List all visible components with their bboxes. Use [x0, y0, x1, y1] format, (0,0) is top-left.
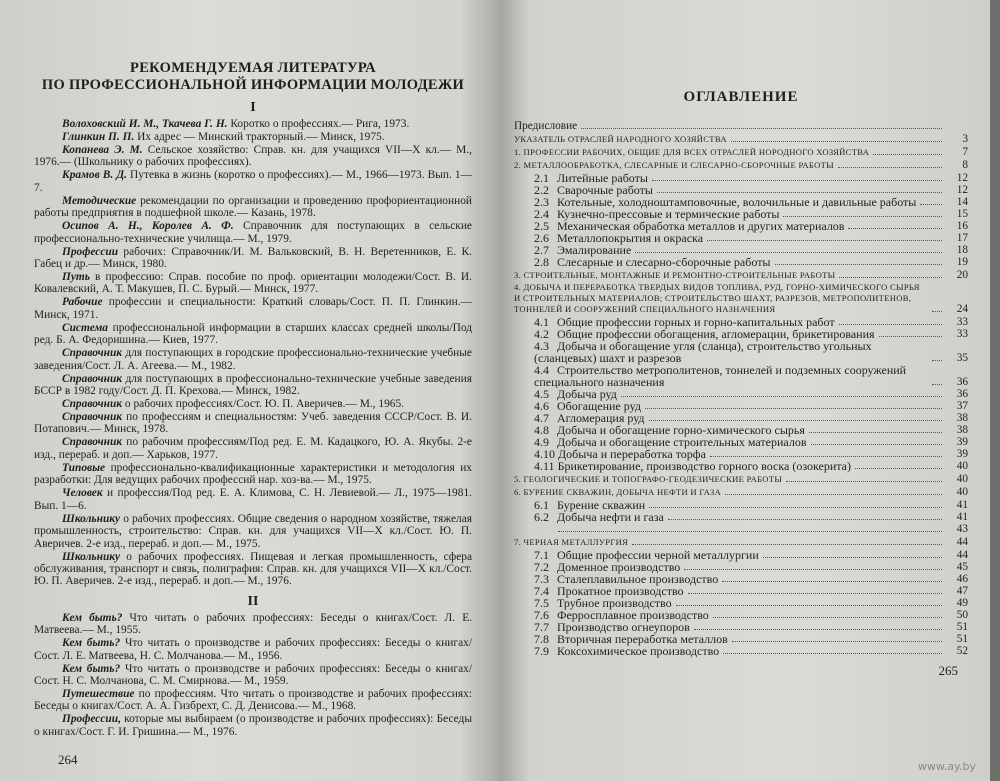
- toc-entry-page: 35: [956, 352, 968, 364]
- bibliography-entry: [34, 462, 472, 487]
- toc-entry-number: 4.4: [534, 363, 549, 377]
- toc-entry: [514, 340, 968, 364]
- toc-entry-page: 33: [956, 316, 968, 328]
- toc-entry-number: 1.: [514, 147, 522, 157]
- toc-entry-page: 50: [956, 609, 968, 621]
- toc-entry-text: Эмалирование: [557, 243, 632, 257]
- toc-entry: [514, 460, 968, 472]
- bibliography-entry: [34, 373, 472, 398]
- toc-entry: [514, 133, 968, 145]
- dot-leader: [725, 493, 942, 495]
- dot-leader: [873, 153, 942, 155]
- dot-leader: [879, 335, 942, 337]
- bibliography-entry: [34, 271, 472, 296]
- dot-leader: [649, 506, 942, 508]
- entry-text: Путевка в жизнь (коротко о профессиях).— М., 1966—1973. Вып. 1—7.: [34, 169, 472, 194]
- entry-lead: Профессии: [62, 245, 119, 258]
- entry-lead: Справочник: [62, 347, 123, 360]
- toc-entry-page: 38: [956, 412, 968, 424]
- entry-text: профессионально-квалификационные характеристики и методология их разработки: Для ведущих рабочих профессий нар. хоз-ва.— М., 1975.: [34, 461, 472, 487]
- entry-text: по профессиям и специальностям: Учеб. заведения СССР/Сост. В. И. Потапович.— Минск, 1978.: [34, 411, 472, 436]
- entry-text: Их адрес — Минский тракторный.— Минск, 1975.: [134, 131, 385, 143]
- entry-lead: Копанева Э. М.: [62, 144, 143, 156]
- toc-entry-text: Брикетирование, производство горного воска (озокерита): [557, 459, 851, 473]
- dot-leader: [722, 580, 942, 582]
- dot-leader: [645, 407, 942, 409]
- entry-text: и профессия/Под ред. Е. А. Климова, С. Н. Левиевой.— Л., 1975—1981. Вып. 1—6.: [34, 487, 472, 512]
- toc-entry-page: 18: [956, 244, 968, 256]
- toc-entry-label: [514, 474, 782, 485]
- watermark: www.ay.by: [917, 760, 976, 773]
- entry-lead: Путешествие: [62, 687, 135, 700]
- toc-entry: [514, 282, 968, 315]
- toc-entry-page: 46: [956, 573, 968, 585]
- bibliography-entry: [34, 296, 472, 321]
- entry-text: по профессиям. Что читать о производстве и рабочих профессиях: Беседы о книгах/Сост. А. А. Гизбрехт, С. Д. Денисова.— М., 1968.: [34, 687, 472, 713]
- toc-entry-label: [514, 364, 928, 388]
- toc-entry-page: 17: [956, 232, 968, 244]
- toc-entry-text: Общие профессии горных и горно-капитальных работ: [557, 315, 835, 329]
- bibliography-entry: [34, 513, 472, 550]
- dot-leader: [657, 191, 942, 193]
- toc-entry-number: 2.7: [534, 243, 549, 257]
- entry-text: Что читать о производстве и рабочих профессиях: Беседы о книгах/Сост. Л. Е. Матвеева, Н. С. Молчанова.— М., 1956.: [34, 637, 472, 662]
- entry-lead: Методические: [62, 194, 137, 207]
- toc-entry-page: 36: [956, 388, 968, 400]
- toc-entry: [514, 146, 968, 158]
- entry-lead: Система: [62, 321, 108, 334]
- dot-leader: [684, 568, 942, 570]
- entry-text: для поступающих в профессионально-технические учебные заведения БССР в 1982 году/Сост. Д. П. Крехова.— Минск, 1982.: [34, 372, 472, 398]
- entry-text: о рабочих профессиях. Пищевая и легкая промышленность, сфера обслуживания, транспорт и связь, полиграфия: Справ. кн. для учащихся VII—X кл./Сост. Ю. П. Аверичев. 2-е изд., перераб. и доп.— М., 1976.: [34, 550, 472, 588]
- page-number: 265: [938, 663, 958, 678]
- toc-entry: [514, 159, 968, 171]
- toc-entry-text: Прокатное производство: [557, 584, 684, 598]
- entry-text: Сельское хозяйство: Справ. кн. для учащихся VII—X кл.— М., 1976.— (Школьнику о рабочих профессиях).: [34, 144, 472, 169]
- dot-leader: [676, 604, 942, 606]
- entry-lead: Типовые: [62, 461, 106, 474]
- toc-entry-page: 40: [956, 473, 968, 485]
- bibliography-entry: [34, 688, 472, 713]
- dot-leader: [775, 263, 943, 265]
- dot-leader: [731, 140, 942, 142]
- dot-leader: [848, 227, 942, 229]
- toc-entry-label: [514, 460, 851, 472]
- entry-text: Что читать о рабочих профессиях: Беседы о книгах/Сост. Л. Е. Матвеева.— М., 1955.: [34, 611, 472, 637]
- entry-lead: Школьнику: [62, 550, 121, 563]
- dot-leader: [783, 215, 942, 217]
- toc-entry-text: Кузнечно-прессовые и термические работы: [557, 207, 780, 221]
- bibliography-list-2: [34, 612, 472, 738]
- toc-entry-text: Ферросплавное производство: [557, 608, 709, 622]
- entry-lead: Кем быть?: [62, 662, 121, 675]
- toc-entry-label: [514, 487, 721, 498]
- toc-entry-text: Литейные работы: [557, 171, 648, 185]
- toc-entry-number: 7.1: [534, 548, 549, 562]
- toc-entry-number: 6.2: [534, 510, 549, 524]
- toc-entry-number: 2.6: [534, 231, 549, 245]
- toc-entry-page: 12: [956, 172, 968, 184]
- right-page: [500, 0, 990, 781]
- toc-entry-page: 40: [956, 460, 968, 472]
- dot-leader: [688, 592, 942, 594]
- toc-entry-text: Добыча и обогащение угля (сланца), строительство угольных (сланцевых) шахт и разрезов: [534, 339, 872, 365]
- toc-entry-text: Сварочные работы: [557, 183, 653, 197]
- toc-entry-text: Общие профессии обогащения, агломерации, брикетирования: [557, 327, 875, 341]
- entry-lead: Справочник: [62, 372, 123, 385]
- toc-entry-page: 52: [956, 645, 968, 657]
- entry-text: для поступающих в городские профессионально-технические учебные заведения/Сост. Л. А. Агеева.— М., 1982.: [34, 347, 472, 372]
- entry-lead: Справочник: [62, 436, 123, 449]
- toc-entry-label: [514, 645, 719, 657]
- table-of-contents: [514, 120, 968, 657]
- bibliography-entry: [34, 663, 472, 688]
- entry-text: рабочих: Справочник/И. М. Вальковский, В. Н. Веретенников, Е. К. Габец и др.— Минск, 1980.: [34, 245, 472, 271]
- entry-text: по рабочим профессиям/Под ред. Е. М. Кадацкого, Ю. А. Якубы. 2-е изд., перераб. и доп.— Харьков, 1977.: [34, 436, 472, 461]
- entry-text: профессиональной информации в старших классах средней школы/Под ред. Б. А. Федоришина.— Киев, 1977.: [34, 321, 472, 347]
- bibliography-entry: [34, 131, 472, 143]
- section-heading-1: I: [250, 100, 256, 115]
- toc-entry-label: [514, 340, 928, 364]
- bibliography-entry: [34, 487, 472, 512]
- toc-entry-page: 14: [956, 196, 968, 208]
- entry-lead: Справочник: [62, 398, 123, 411]
- dot-leader: [632, 543, 942, 545]
- dot-leader: [694, 628, 942, 630]
- bibliography-entry: [34, 551, 472, 588]
- toc-entry-number: 2.5: [534, 219, 549, 233]
- dot-leader: [839, 323, 942, 325]
- dot-leader: [723, 652, 942, 654]
- toc-entry-text: Добыча руд: [557, 387, 617, 401]
- toc-entry-page: 39: [956, 448, 968, 460]
- toc-entry-text: УКАЗАТЕЛЬ ОТРАСЛЕЙ НАРОДНОГО ХОЗЯЙСТВА: [514, 134, 727, 144]
- bibliography-entry: [34, 398, 472, 410]
- toc-entry: [514, 269, 968, 281]
- bibliography-entry: [34, 169, 472, 194]
- bibliography-entry: [34, 436, 472, 461]
- toc-entry-page: 40: [956, 486, 968, 498]
- bibliography-entry: [34, 347, 472, 372]
- toc-entry-number: 4.7: [534, 411, 549, 425]
- page-number: 264: [58, 752, 78, 768]
- toc-entry-number: 4.9: [534, 435, 549, 449]
- dot-leader: [932, 383, 942, 385]
- toc-entry-text: Коксохимическое производство: [557, 644, 720, 658]
- toc-entry-number: 7.6: [534, 608, 549, 622]
- entry-lead: Профессии,: [62, 713, 121, 726]
- entry-lead: Волоховский И. М., Ткачева Г. Н.: [62, 118, 228, 130]
- toc-entry-label: [514, 120, 577, 132]
- toc-entry: [514, 645, 968, 657]
- toc-entry-text: МЕТАЛЛООБРАБОТКА, СЛЕСАРНЫЕ И СЛЕСАРНО-СБОРОЧНЫЕ РАБОТЫ: [523, 160, 834, 170]
- toc-entry-text: Добыча и обогащение строительных материалов: [557, 435, 807, 449]
- toc-entry-page: 41: [956, 511, 968, 523]
- toc-entry-number: 4.3: [534, 339, 549, 353]
- toc-entry-text: Сталеплавильное производство: [557, 572, 719, 586]
- toc-entry-page: 7: [962, 146, 968, 158]
- toc-entry-number: 6.1: [534, 498, 549, 512]
- bibliography-list-1: [34, 118, 472, 588]
- toc-entry-page: 51: [956, 633, 968, 645]
- toc-entry-number: 7.: [514, 537, 522, 547]
- bibliography-entry: [34, 195, 472, 220]
- entry-lead: Крамов В. Д.: [62, 169, 127, 182]
- toc-entry: [514, 511, 968, 523]
- toc-entry-page: 47: [956, 585, 968, 597]
- toc-entry-text: Доменное производство: [557, 560, 681, 574]
- toc-entry: [514, 536, 968, 548]
- toc-entry-text: СТРОИТЕЛЬНЫЕ, МОНТАЖНЫЕ И РЕМОНТНО-СТРОИТЕЛЬНЫЕ РАБОТЫ: [523, 270, 836, 280]
- dot-leader: [809, 431, 942, 433]
- entry-text: Справочник для поступающих в сельские профессионально-технические училища.— М., 1979.: [34, 220, 472, 245]
- toc-entry-page: 19: [956, 256, 968, 268]
- entry-text: о рабочих профессиях/Сост. Ю. П. Аверичев.— М., 1965.: [122, 398, 405, 411]
- toc-entry-text: Добыча и обогащение горно-химического сырья: [557, 423, 805, 437]
- toc-entry-number: 4.11: [534, 459, 555, 473]
- toc-title: ОГЛАВЛЕНИЕ: [683, 89, 799, 105]
- toc-entry-page: 41: [956, 499, 968, 511]
- toc-entry: [514, 364, 968, 388]
- toc-entry: [514, 120, 968, 132]
- toc-entry-page: 51: [956, 621, 968, 633]
- toc-entry-number: 4.2: [534, 327, 549, 341]
- toc-entry-page: 44: [956, 549, 968, 561]
- toc-entry-label: [514, 523, 554, 535]
- toc-entry-number: 4.8: [534, 423, 549, 437]
- toc-entry-page: 33: [956, 328, 968, 340]
- toc-entry-text: Обогащение руд: [557, 399, 641, 413]
- toc-entry-text: Трубное производство: [557, 596, 672, 610]
- toc-entry-number: 4.5: [534, 387, 549, 401]
- entry-lead: Справочник: [62, 411, 123, 424]
- toc-entry-label: [514, 270, 835, 281]
- toc-entry: [514, 486, 968, 498]
- toc-entry-text: Вторичная переработка металлов: [557, 632, 728, 646]
- toc-entry-text: Производство огнеупоров: [557, 620, 690, 634]
- toc-entry-label: [514, 537, 628, 548]
- bibliography-entry: [34, 612, 472, 637]
- toc-entry-number: 7.7: [534, 620, 549, 634]
- toc-entry-number: 7.2: [534, 560, 549, 574]
- toc-entry-text: Механическая обработка металлов и других материалов: [557, 219, 845, 233]
- bibliography-entry: [34, 637, 472, 662]
- toc-entry-number: 4.: [514, 282, 522, 292]
- toc-entry-page: 20: [956, 269, 968, 281]
- dot-leader: [855, 467, 942, 469]
- entry-text: Коротко о профессиях.— Рига, 1973.: [227, 118, 410, 130]
- title-line: РЕКОМЕНДУЕМАЯ ЛИТЕРАТУРА: [130, 60, 376, 76]
- toc-entry-page: 43: [956, 523, 968, 535]
- toc-entry-number: 6.: [514, 487, 522, 497]
- toc-entry-label: [514, 282, 928, 315]
- toc-entry-page: 39: [956, 436, 968, 448]
- toc-entry-page: 8: [962, 159, 968, 171]
- toc-entry-text: Котельные, холодноштамповочные, волочильные и давильные работы: [557, 195, 917, 209]
- entry-lead: Кем быть?: [62, 611, 123, 624]
- dot-leader: [932, 359, 942, 361]
- dot-leader: [920, 203, 942, 205]
- toc-entry-page: 44: [956, 536, 968, 548]
- toc-entry-text: БУРЕНИЕ СКВАЖИН, ДОБЫЧА НЕФТИ И ГАЗА: [523, 487, 722, 497]
- bibliography-entry: [34, 411, 472, 436]
- toc-entry-text: Металлопокрытия и окраска: [557, 231, 704, 245]
- toc-entry-text: Строительство метрополитенов, тоннелей и подземных сооружений специального назначения: [534, 363, 907, 389]
- toc-entry-text: Бурение скважин: [557, 498, 646, 512]
- toc-entry-number: 4.1: [534, 315, 549, 329]
- toc-entry-text: Слесарные и слесарно-сборочные работы: [557, 255, 771, 269]
- toc-entry-label: [514, 134, 727, 145]
- toc-entry: [514, 256, 968, 268]
- entry-text: рекомендации по организации и проведению профориентационной работы предприятия в подшефной школе.— Казань, 1978.: [34, 194, 472, 220]
- section-heading-2: II: [247, 593, 259, 609]
- entry-lead: Осипов А. Н., Королев А. Ф.: [62, 220, 234, 233]
- dot-leader: [621, 395, 942, 397]
- toc-entry-label: [514, 256, 771, 268]
- toc-entry-number: 2.1: [534, 171, 549, 185]
- dot-leader: [581, 127, 942, 129]
- entry-text: Что читать о производстве и рабочих профессиях: Беседы о книгах/Сост. Н. С. Молчанова, С. М. Смирнова.— М., 1959.: [34, 662, 472, 687]
- entry-lead: Путь: [62, 271, 90, 284]
- toc-entry: [514, 473, 968, 485]
- toc-entry-text: Предисловие: [514, 120, 578, 132]
- toc-entry-page: 24: [956, 303, 968, 315]
- toc-entry-text: ЧЕРНАЯ МЕТАЛЛУРГИЯ: [523, 537, 629, 547]
- title-line: ПО ПРОФЕССИОНАЛЬНОЙ ИНФОРМАЦИИ МОЛОДЕЖИ: [41, 77, 465, 93]
- toc-entry-text: Агломерация руд: [557, 411, 645, 425]
- toc-entry-number: 2.2: [534, 183, 549, 197]
- toc-entry-number: 2.: [514, 160, 522, 170]
- toc-entry-number: 2.3: [534, 195, 549, 209]
- dot-leader: [811, 443, 943, 445]
- toc-entry-page: 45: [956, 561, 968, 573]
- toc-entry: [514, 523, 968, 535]
- toc-entry-text: ДОБЫЧА И ПЕРЕРАБОТКА ТВЕРДЫХ ВИДОВ ТОПЛИВА, РУД, ГОРНО-ХИМИЧЕСКОГО СЫРЬЯ И СТРОИТЕЛЬНЫХ МАТЕРИАЛОВ; СТРОИТЕЛЬСТВО ШАХТ, РАЗРЕЗОВ, МЕТРОПОЛИТЕНОВ, ТОННЕЛЕЙ И СООРУЖЕНИЙ СПЕЦИАЛЬНОГО НАЗНАЧЕНИЯ: [514, 282, 920, 314]
- dot-leader: [713, 616, 942, 618]
- toc-entry-number: 7.3: [534, 572, 549, 586]
- dot-leader: [932, 310, 942, 312]
- toc-entry-number: 4.10: [534, 447, 555, 461]
- toc-entry-page: 37: [956, 400, 968, 412]
- entry-text: которые мы выбираем (о производстве и рабочих профессиях): Беседы о книгах/Сост. Г. И. Гришина.— М., 1976.: [34, 713, 472, 738]
- toc-entry-page: 15: [956, 208, 968, 220]
- toc-entry-page: 12: [956, 184, 968, 196]
- toc-entry-text: Добыча и переработка торфа: [558, 447, 706, 461]
- dot-leader: [558, 530, 942, 532]
- bibliography-entry: [34, 144, 472, 169]
- dot-leader: [707, 239, 942, 241]
- bibliography-entry: [34, 118, 472, 130]
- dot-leader: [763, 556, 942, 558]
- dot-leader: [839, 276, 942, 278]
- toc-entry-page: 38: [956, 424, 968, 436]
- toc-entry-label: [514, 160, 834, 171]
- toc-entry-text: ПРОФЕССИИ РАБОЧИХ, ОБЩИЕ ДЛЯ ВСЕХ ОТРАСЛЕЙ НОРОДНОГО ХОЗЯЙСТВА: [523, 147, 870, 157]
- toc-entry-number: 7.4: [534, 584, 549, 598]
- dot-leader: [649, 419, 942, 421]
- entry-text: профессии и специальности: Краткий словарь/Сост. П. П. Глинкин.— Минск, 1971.: [34, 296, 472, 321]
- toc-entry-number: 2.8: [534, 255, 549, 269]
- entry-lead: Глинкин П. П.: [62, 131, 135, 143]
- bibliography-entry: [34, 246, 472, 271]
- dot-leader: [635, 251, 942, 253]
- entry-text: о рабочих профессиях. Общие сведения о народном хозяйстве, тяжелая промышленность, строительство: Справ. кн. для учащихся VII—X кл./Сост. Ю. П. Аверичев. 2-е изд., перераб. и доп.— М., 1975.: [34, 512, 472, 550]
- toc-entry-label: [514, 147, 869, 158]
- dot-leader: [786, 480, 942, 482]
- toc-entry-number: 7.9: [534, 644, 549, 658]
- toc-entry-text: Добыча нефти и газа: [557, 510, 664, 524]
- toc-entry-label: [514, 511, 664, 523]
- entry-lead: Кем быть?: [62, 637, 121, 650]
- toc-entry-number: 7.5: [534, 596, 549, 610]
- toc-entry-page: 49: [956, 597, 968, 609]
- toc-entry-number: 4.6: [534, 399, 549, 413]
- bibliography-title: [34, 60, 472, 94]
- entry-lead: Рабочие: [62, 296, 103, 309]
- toc-entry-number: 5.: [514, 474, 522, 484]
- dot-leader: [838, 166, 942, 168]
- toc-entry-text: Общие профессии черной металлургии: [557, 548, 759, 562]
- toc-entry-number: 7.8: [534, 632, 549, 646]
- toc-entry-page: 16: [956, 220, 968, 232]
- bibliography-entry: [34, 713, 472, 738]
- toc-entry-page: 3: [962, 133, 968, 145]
- bibliography-entry: [34, 322, 472, 347]
- bibliography-entry: [34, 220, 472, 245]
- toc-entry-text: ГЕОЛОГИЧЕСКИЕ И ТОПОГРАФО-ГЕОДЕЗИЧЕСКИЕ РАБОТЫ: [523, 474, 783, 484]
- entry-text: в профессию: Справ. пособие по проф. ориентации молодежи/Сост. В. И. Ковалевский, А. Т. Макушев, П. С. Бурый.— Минск, 1977.: [34, 271, 472, 296]
- toc-entry-page: 36: [956, 376, 968, 388]
- entry-lead: Школьнику: [62, 512, 121, 525]
- entry-lead: Человек: [62, 487, 103, 500]
- dot-leader: [732, 640, 942, 642]
- toc-entry-number: 2.4: [534, 207, 549, 221]
- dot-leader: [668, 518, 942, 520]
- book-edge: [990, 0, 1000, 781]
- toc-entry-number: 3.: [514, 270, 522, 280]
- dot-leader: [710, 455, 942, 457]
- dot-leader: [652, 179, 942, 181]
